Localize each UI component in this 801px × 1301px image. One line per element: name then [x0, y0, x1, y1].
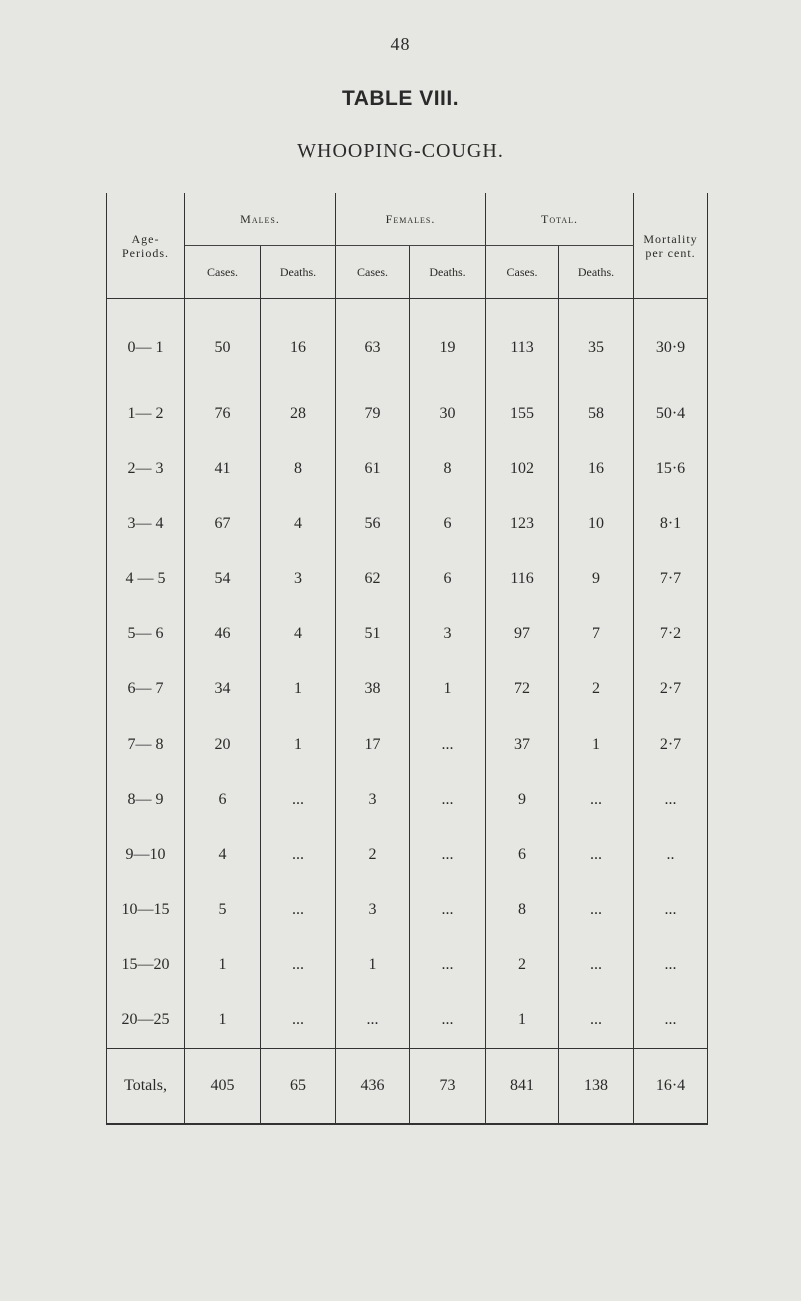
totals-females-cases: 436 — [336, 1049, 410, 1125]
totals-total-cases: 841 — [486, 1049, 559, 1125]
total-deaths: 16 — [559, 441, 634, 496]
females-cases: 38 — [336, 662, 410, 717]
females-cases: 17 — [336, 717, 410, 772]
males-deaths: ... — [261, 772, 336, 827]
total-deaths: ... — [559, 993, 634, 1049]
males-cases: 20 — [185, 717, 261, 772]
mortality-cell: 8·1 — [634, 496, 708, 551]
total-cases: 113 — [486, 299, 559, 387]
total-cases: 9 — [486, 772, 559, 827]
mortality-cell: ... — [634, 938, 708, 993]
males-deaths: 8 — [261, 441, 336, 496]
males-cases: 67 — [185, 496, 261, 551]
males-cases: 1 — [185, 993, 261, 1049]
males-deaths: 28 — [261, 386, 336, 441]
age-cell: 6— 7 — [107, 662, 185, 717]
table-row — [107, 882, 708, 937]
table-row — [107, 827, 708, 882]
females-cases: 1 — [336, 938, 410, 993]
totals-mortality: 16·4 — [634, 1049, 708, 1125]
total-deaths: 58 — [559, 386, 634, 441]
mortality-cell: 15·6 — [634, 441, 708, 496]
table-row — [107, 938, 708, 993]
females-cases: 2 — [336, 827, 410, 882]
mortality-cell: 50·4 — [634, 386, 708, 441]
females-cases: 51 — [336, 607, 410, 662]
header-mortality-label: Mortality per cent. — [643, 231, 698, 260]
females-deaths: ... — [410, 938, 486, 993]
mortality-cell: .. — [634, 827, 708, 882]
age-cell: 7— 8 — [107, 717, 185, 772]
females-cases: 3 — [336, 772, 410, 827]
totals-males-deaths: 65 — [261, 1049, 336, 1125]
females-deaths: ... — [410, 993, 486, 1049]
females-deaths: 6 — [410, 551, 486, 606]
males-deaths: 4 — [261, 607, 336, 662]
table-row — [107, 993, 708, 1049]
females-deaths: 30 — [410, 386, 486, 441]
total-cases: 1 — [486, 993, 559, 1049]
table-row — [107, 607, 708, 662]
males-deaths: ... — [261, 938, 336, 993]
header-total: Total. — [486, 193, 634, 246]
males-cases: 5 — [185, 882, 261, 937]
total-cases: 102 — [486, 441, 559, 496]
mortality-cell: 2·7 — [634, 717, 708, 772]
males-cases: 54 — [185, 551, 261, 606]
males-cases: 1 — [185, 938, 261, 993]
whooping-cough-table — [106, 193, 708, 1125]
age-cell: 9—10 — [107, 827, 185, 882]
males-cases: 46 — [185, 607, 261, 662]
total-cases: 6 — [486, 827, 559, 882]
table-row — [107, 441, 708, 496]
males-deaths: 1 — [261, 717, 336, 772]
total-deaths: 2 — [559, 662, 634, 717]
males-deaths: ... — [261, 827, 336, 882]
males-cases: 50 — [185, 299, 261, 387]
total-deaths: 35 — [559, 299, 634, 387]
table-row — [107, 662, 708, 717]
table-row — [107, 772, 708, 827]
males-deaths: ... — [261, 993, 336, 1049]
header-females: Females. — [336, 193, 486, 246]
totals-label: Totals, — [107, 1049, 185, 1125]
females-deaths: ... — [410, 772, 486, 827]
total-cases: 123 — [486, 496, 559, 551]
totals-males-cases: 405 — [185, 1049, 261, 1125]
page-number: 48 — [390, 34, 411, 54]
age-cell: 20—25 — [107, 993, 185, 1049]
total-cases: 97 — [486, 607, 559, 662]
totals-row — [107, 1049, 708, 1125]
females-cases: 56 — [336, 496, 410, 551]
males-cases: 41 — [185, 441, 261, 496]
males-deaths: 16 — [261, 299, 336, 387]
females-cases: 61 — [336, 441, 410, 496]
table-row — [107, 496, 708, 551]
males-cases: 4 — [185, 827, 261, 882]
males-deaths: 3 — [261, 551, 336, 606]
total-deaths: 1 — [559, 717, 634, 772]
header-females-deaths: Deaths. — [410, 246, 486, 299]
age-cell: 4 — 5 — [107, 551, 185, 606]
header-total-deaths: Deaths. — [559, 246, 634, 299]
mortality-cell: 7·2 — [634, 607, 708, 662]
mortality-cell: ... — [634, 993, 708, 1049]
table-title: TABLE VIII. — [341, 87, 460, 110]
males-cases: 6 — [185, 772, 261, 827]
total-cases: 72 — [486, 662, 559, 717]
header-age-periods — [107, 193, 185, 299]
header-age-periods-label: Age- Periods. — [122, 231, 169, 260]
mortality-cell: 2·7 — [634, 662, 708, 717]
females-cases: 62 — [336, 551, 410, 606]
header-males-deaths: Deaths. — [261, 246, 336, 299]
total-deaths: 10 — [559, 496, 634, 551]
header-total-cases: Cases. — [486, 246, 559, 299]
table-body — [107, 299, 708, 1049]
age-cell: 1— 2 — [107, 386, 185, 441]
age-cell: 0— 1 — [107, 299, 185, 387]
females-cases: 79 — [336, 386, 410, 441]
total-deaths: ... — [559, 772, 634, 827]
total-cases: 37 — [486, 717, 559, 772]
table-row — [107, 299, 708, 387]
total-cases: 116 — [486, 551, 559, 606]
total-deaths: 9 — [559, 551, 634, 606]
header-males-cases: Cases. — [185, 246, 261, 299]
total-deaths: ... — [559, 827, 634, 882]
females-deaths: ... — [410, 717, 486, 772]
males-deaths: 4 — [261, 496, 336, 551]
males-deaths: ... — [261, 882, 336, 937]
age-cell: 3— 4 — [107, 496, 185, 551]
males-cases: 76 — [185, 386, 261, 441]
header-males: Males. — [185, 193, 336, 246]
mortality-cell: 7·7 — [634, 551, 708, 606]
header-mortality — [634, 193, 708, 299]
total-deaths: ... — [559, 882, 634, 937]
age-cell: 5— 6 — [107, 607, 185, 662]
females-deaths: 1 — [410, 662, 486, 717]
age-cell: 10—15 — [107, 882, 185, 937]
mortality-cell: 30·9 — [634, 299, 708, 387]
females-deaths: 3 — [410, 607, 486, 662]
table-subtitle: WHOOPING-COUGH. — [297, 140, 504, 162]
mortality-cell: ... — [634, 882, 708, 937]
total-cases: 2 — [486, 938, 559, 993]
table-row — [107, 386, 708, 441]
total-deaths: 7 — [559, 607, 634, 662]
age-cell: 15—20 — [107, 938, 185, 993]
age-cell: 2— 3 — [107, 441, 185, 496]
females-deaths: 6 — [410, 496, 486, 551]
header-females-cases: Cases. — [336, 246, 410, 299]
totals-females-deaths: 73 — [410, 1049, 486, 1125]
females-deaths: 19 — [410, 299, 486, 387]
females-cases: 63 — [336, 299, 410, 387]
total-deaths: ... — [559, 938, 634, 993]
females-cases: ... — [336, 993, 410, 1049]
females-deaths: ... — [410, 827, 486, 882]
mortality-cell: ... — [634, 772, 708, 827]
total-cases: 8 — [486, 882, 559, 937]
females-deaths: 8 — [410, 441, 486, 496]
age-cell: 8— 9 — [107, 772, 185, 827]
table-row — [107, 717, 708, 772]
totals-total-deaths: 138 — [559, 1049, 634, 1125]
males-cases: 34 — [185, 662, 261, 717]
table-row — [107, 551, 708, 606]
total-cases: 155 — [486, 386, 559, 441]
males-deaths: 1 — [261, 662, 336, 717]
females-cases: 3 — [336, 882, 410, 937]
females-deaths: ... — [410, 882, 486, 937]
